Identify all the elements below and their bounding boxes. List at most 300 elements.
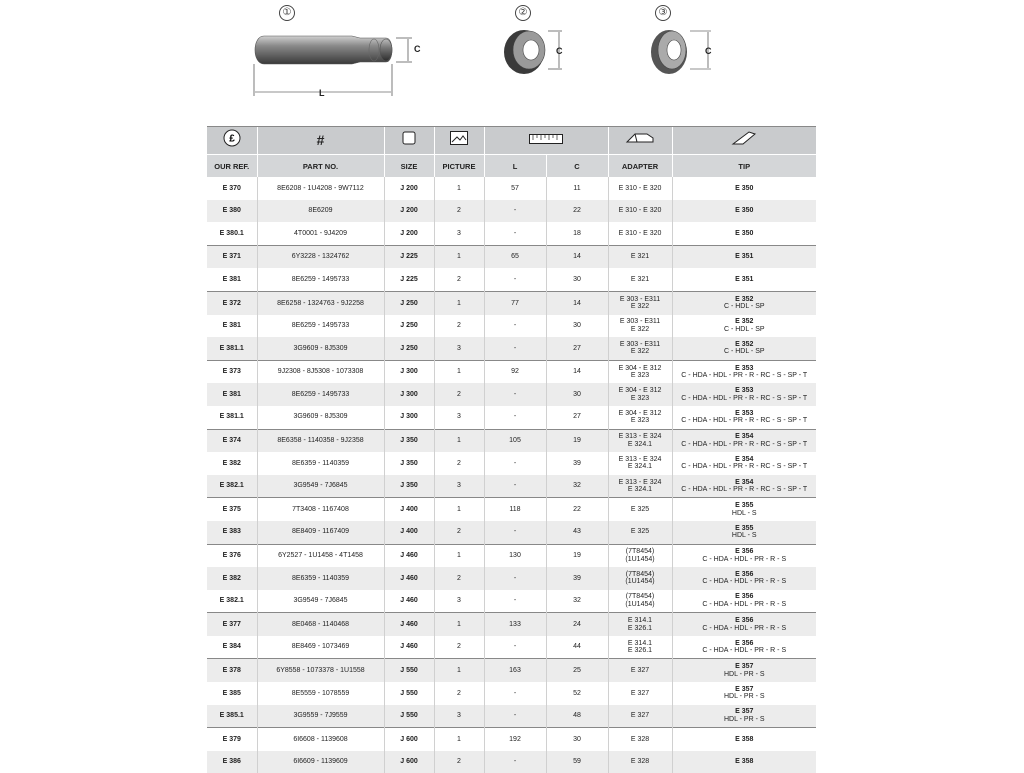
cell-tip: [672, 360, 816, 383]
table-row: [207, 337, 816, 360]
cell-picture: 2: [434, 268, 484, 291]
cell-picture: 1: [434, 429, 484, 452]
tip-ref: E 358: [735, 735, 754, 743]
cell-picture: 2: [434, 521, 484, 544]
cell-part-no: 8E8409 - 1167409: [257, 521, 384, 544]
cell-our-ref: E 385.1: [207, 705, 257, 728]
cell-adapter: (7T8454) (1U1454): [608, 544, 672, 567]
cell-tip: [672, 728, 816, 751]
tip-icon: [731, 130, 757, 151]
tip-ref: E 350: [735, 184, 754, 192]
cell-tip: [672, 590, 816, 613]
cell-adapter: E 314.1 E 326.1: [608, 613, 672, 636]
cell-tip: [672, 567, 816, 590]
cell-c: 14: [546, 245, 608, 268]
cell-picture: 2: [434, 636, 484, 659]
retainer-drawing: [500, 0, 580, 110]
cell-our-ref: E 380: [207, 200, 257, 223]
tip-ref: E 352: [735, 340, 754, 348]
col-header-our-ref: OUR REF.: [207, 155, 257, 178]
cell-adapter: E 313 - E 324 E 324.1: [608, 452, 672, 475]
cell-size: J 225: [384, 268, 434, 291]
tip-ref: E 355: [735, 524, 754, 532]
cell-part-no: 8E8469 - 1073469: [257, 636, 384, 659]
col-header-c: C: [546, 155, 608, 178]
cell-c: 30: [546, 315, 608, 338]
cell-picture: 2: [434, 383, 484, 406]
cell-l: -: [484, 567, 546, 590]
cell-tip: [672, 268, 816, 291]
cell-l: 192: [484, 728, 546, 751]
cell-size: J 350: [384, 475, 434, 498]
cell-tip: [672, 452, 816, 475]
dim-c-label: C: [414, 44, 421, 54]
cell-part-no: 3G9609 - 8J5309: [257, 406, 384, 429]
cell-size: J 460: [384, 613, 434, 636]
cell-our-ref: E 382: [207, 567, 257, 590]
cell-part-no: 8E6358 - 1140358 - 9J2358: [257, 429, 384, 452]
tip-ref: E 352: [735, 295, 754, 303]
cell-l: -: [484, 406, 546, 429]
cell-tip: [672, 613, 816, 636]
cell-part-no: 8E6359 - 1140359: [257, 567, 384, 590]
pin-drawing: [240, 0, 430, 110]
cell-adapter: E 327: [608, 682, 672, 705]
col-header-size: SIZE: [384, 155, 434, 178]
cell-our-ref: E 382.1: [219, 597, 244, 605]
cell-adapter: E 304 - E 312 E 323: [608, 406, 672, 429]
cell-adapter: E 328: [608, 751, 672, 773]
table-row: [207, 590, 816, 613]
cell-our-ref: E 375: [207, 498, 257, 521]
figure-3-number: ③: [655, 5, 671, 21]
cell-c: 25: [546, 659, 608, 682]
cell-part-no: 3G9549 - 7J6845: [257, 475, 384, 498]
cell-tip: [672, 475, 816, 498]
tip-ref: E 357: [735, 663, 754, 671]
tip-ref: E 351: [735, 253, 754, 261]
table-row: [207, 613, 816, 636]
cell-our-ref: E 381.1: [207, 337, 257, 360]
col-header-picture: PICTURE: [434, 155, 484, 178]
cell-size: J 225: [384, 245, 434, 268]
header-icon-tip: [672, 127, 816, 155]
cell-size: J 550: [384, 705, 434, 728]
cell-our-ref: E 376: [207, 544, 257, 567]
cell-size: J 200: [384, 177, 434, 200]
tip-ref: E 358: [735, 758, 754, 766]
table-row: [207, 544, 816, 567]
cell-picture: 3: [434, 222, 484, 245]
tip-variants: C - HDA - HDL - PR - R - RC - S - SP - T: [681, 463, 808, 471]
cell-part-no: 8E6209: [257, 200, 384, 223]
cell-l: -: [484, 222, 546, 245]
parts-table: [207, 127, 816, 773]
cell-c: 44: [546, 636, 608, 659]
pound-circle-icon: [223, 129, 241, 152]
cell-l: -: [484, 636, 546, 659]
cell-part-no: 4T0001 - 9J4209: [257, 222, 384, 245]
cell-l: 133: [484, 613, 546, 636]
cell-picture: 3: [434, 337, 484, 360]
cell-l: -: [484, 383, 546, 406]
cell-size: J 250: [384, 337, 434, 360]
cell-tip: [672, 291, 816, 314]
dim-l-label: L: [319, 88, 325, 98]
table-row: [207, 291, 816, 314]
cell-adapter: E 310 - E 320: [608, 177, 672, 200]
tip-variants: C - HDA - HDL - PR - R - S: [702, 624, 787, 632]
cell-l: -: [484, 521, 546, 544]
cell-l: -: [484, 315, 546, 338]
tip-variants: C - HDA - HDL - PR - R - RC - S - SP - T: [681, 440, 808, 448]
cell-part-no: 7T3408 - 1167408: [257, 498, 384, 521]
cell-our-ref: E 384: [222, 643, 241, 651]
cell-adapter: (7T8454) (1U1454): [608, 567, 672, 590]
cell-our-ref: E 379: [207, 728, 257, 751]
tip-ref: E 353: [735, 409, 754, 417]
cell-size: J 300: [384, 383, 434, 406]
cell-part-no: 6I6609 - 1139609: [257, 751, 384, 773]
cell-size: J 460: [384, 636, 434, 659]
tip-variants: C - HDA - HDL - PR - R - RC - S - SP - T: [681, 486, 808, 494]
cell-l: 92: [484, 360, 546, 383]
cell-adapter: E 327: [608, 705, 672, 728]
cell-our-ref: E 370: [222, 184, 241, 192]
tip-variants: C - HDA - HDL - PR - R - S: [702, 555, 787, 563]
figure-1-number: ①: [279, 5, 295, 21]
cell-c: 32: [546, 475, 608, 498]
cell-c: 27: [546, 337, 608, 360]
tip-ref: E 353: [735, 364, 754, 372]
table-row: [207, 222, 816, 245]
cell-l: -: [484, 200, 546, 223]
cell-size: J 600: [384, 728, 434, 751]
cell-tip: [672, 705, 816, 728]
cell-size: J 200: [384, 200, 434, 223]
cell-our-ref: E 381.1: [219, 413, 244, 421]
cell-part-no: 8E6259 - 1495733: [257, 383, 384, 406]
table-row: [207, 429, 816, 452]
cell-picture: 1: [434, 291, 484, 314]
cell-adapter: E 313 - E 324 E 324.1: [608, 475, 672, 498]
tip-variants: C - HDA - HDL - PR - R - S: [702, 600, 787, 608]
cell-size: J 460: [384, 544, 434, 567]
cell-tip: [672, 337, 816, 360]
cell-picture: 3: [434, 475, 484, 498]
cell-tip: [672, 245, 816, 268]
cell-adapter: E 303 - E311 E 322: [608, 291, 672, 314]
tip-ref: E 356: [735, 570, 754, 578]
cell-picture: 2: [434, 315, 484, 338]
cell-tip: [672, 544, 816, 567]
cell-our-ref: E 374: [207, 429, 257, 452]
table-row: [207, 268, 816, 291]
cell-adapter: E 325: [608, 521, 672, 544]
col-header-part-no: PART NO.: [257, 155, 384, 178]
tip-ref: E 356: [735, 548, 754, 556]
cell-adapter: E 310 - E 320: [608, 200, 672, 223]
cell-our-ref: E 385: [222, 689, 241, 697]
tip-variants: C - HDA - HDL - PR - R - RC - S - SP - T: [681, 417, 808, 425]
cell-c: 11: [546, 177, 608, 200]
cell-part-no: 8E6259 - 1495733: [257, 315, 384, 338]
cell-l: 77: [484, 291, 546, 314]
cell-c: 14: [546, 291, 608, 314]
table-row: [207, 245, 816, 268]
adapter-icon: [625, 130, 655, 151]
cell-l: 65: [484, 245, 546, 268]
cell-l: 105: [484, 429, 546, 452]
tip-variants: HDL - PR - S: [723, 670, 765, 678]
cell-l: 57: [484, 177, 546, 200]
figure-3: [645, 0, 725, 110]
cell-l: -: [484, 705, 546, 728]
cell-size: J 250: [384, 291, 434, 314]
cell-picture: 2: [434, 567, 484, 590]
cell-picture: 3: [434, 705, 484, 728]
cell-picture: 1: [434, 245, 484, 268]
tip-ref: E 351: [735, 275, 754, 283]
table-row: [207, 498, 816, 521]
cell-tip: [672, 406, 816, 429]
svg-text:£: £: [228, 133, 235, 145]
cell-size: J 300: [384, 360, 434, 383]
cell-picture: 3: [434, 590, 484, 613]
tip-variants: C - HDL - SP: [723, 325, 765, 333]
cell-part-no: 3G9609 - 8J5309: [257, 337, 384, 360]
figure-2: [500, 0, 580, 110]
cell-tip: [672, 636, 816, 659]
tip-variants: HDL - S: [731, 532, 757, 540]
cell-part-no: 6Y8558 - 1073378 - 1U1558: [257, 659, 384, 682]
cell-size: J 350: [384, 429, 434, 452]
cell-part-no: 8E6359 - 1140359: [257, 452, 384, 475]
cell-adapter: (7T8454) (1U1454): [608, 590, 672, 613]
cell-part-no: 9J2308 - 8J5308 - 1073308: [257, 360, 384, 383]
cell-c: 14: [546, 360, 608, 383]
cell-size: J 460: [384, 567, 434, 590]
cell-l: -: [484, 268, 546, 291]
cell-c: 24: [546, 613, 608, 636]
cell-adapter: E 314.1 E 326.1: [608, 636, 672, 659]
cell-part-no: 8E6259 - 1495733: [257, 268, 384, 291]
cell-our-ref: E 381: [222, 275, 241, 283]
cell-c: 27: [546, 406, 608, 429]
tip-variants: HDL - PR - S: [723, 715, 765, 723]
cell-our-ref: E 371: [207, 245, 257, 268]
cell-tip: [672, 521, 816, 544]
table-row: [207, 659, 816, 682]
cell-l: 163: [484, 659, 546, 682]
square-icon: [402, 131, 416, 150]
cell-c: 22: [546, 498, 608, 521]
cell-l: -: [484, 682, 546, 705]
tip-ref: E 356: [735, 593, 754, 601]
table-row: [207, 360, 816, 383]
cell-picture: 1: [434, 498, 484, 521]
cell-our-ref: E 381: [222, 322, 241, 330]
cell-picture: 1: [434, 544, 484, 567]
tip-ref: E 354: [735, 455, 754, 463]
retainer-drawing: [645, 0, 725, 110]
tip-variants: C - HDA - HDL - PR - R - RC - S - SP - T: [681, 394, 808, 402]
tip-ref: E 357: [735, 685, 754, 693]
tip-variants: C - HDA - HDL - PR - R - RC - S - SP - T: [681, 372, 808, 380]
cell-our-ref: E 381: [207, 383, 257, 406]
cell-l: 130: [484, 544, 546, 567]
dim-c-label: C: [705, 46, 712, 56]
cell-adapter: E 304 - E 312 E 323: [608, 360, 672, 383]
cell-picture: 3: [434, 406, 484, 429]
cell-l: 118: [484, 498, 546, 521]
tip-ref: E 356: [735, 639, 754, 647]
cell-size: J 600: [384, 751, 434, 773]
cell-our-ref: E 382: [222, 459, 241, 467]
cell-picture: 1: [434, 659, 484, 682]
cell-c: 39: [546, 567, 608, 590]
header-icon-ourref: [207, 127, 257, 155]
tip-variants: C - HDA - HDL - PR - R - S: [702, 578, 787, 586]
cell-c: 43: [546, 521, 608, 544]
table-row: [207, 177, 816, 200]
cell-part-no: 6I6608 - 1139608: [257, 728, 384, 751]
table-row: [207, 383, 816, 406]
tip-ref: E 357: [735, 708, 754, 716]
cell-tip: [672, 498, 816, 521]
header-icon-partno: [257, 127, 384, 155]
cell-tip: [672, 682, 816, 705]
ruler-icon: [529, 131, 563, 149]
tip-variants: C - HDA - HDL - PR - R - S: [702, 647, 787, 655]
cell-tip: [672, 200, 816, 223]
cell-tip: [672, 383, 816, 406]
table-row: [207, 200, 816, 223]
cell-c: 30: [546, 383, 608, 406]
cell-our-ref: E 377: [207, 613, 257, 636]
cell-l: -: [484, 452, 546, 475]
cell-part-no: 8E6208 - 1U4208 - 9W7112: [257, 177, 384, 200]
cell-adapter: E 327: [608, 659, 672, 682]
cell-picture: 1: [434, 177, 484, 200]
cell-picture: 2: [434, 751, 484, 773]
cell-size: J 460: [384, 590, 434, 613]
cell-size: J 200: [384, 222, 434, 245]
cell-picture: 2: [434, 200, 484, 223]
cell-tip: [672, 659, 816, 682]
cell-size: J 400: [384, 521, 434, 544]
table-row: [207, 406, 816, 429]
cell-adapter: E 304 - E 312 E 323: [608, 383, 672, 406]
cell-l: -: [484, 590, 546, 613]
table-row: [207, 705, 816, 728]
cell-tip: [672, 222, 816, 245]
cell-size: J 550: [384, 682, 434, 705]
cell-size: J 250: [384, 315, 434, 338]
cell-c: 19: [546, 544, 608, 567]
tip-ref: E 355: [735, 502, 754, 510]
table-row: [207, 521, 816, 544]
table-row: [207, 636, 816, 659]
cell-c: 32: [546, 590, 608, 613]
cell-l: -: [484, 337, 546, 360]
cell-size: J 300: [384, 406, 434, 429]
cell-our-ref: E 380.1: [219, 229, 244, 237]
cell-size: J 350: [384, 452, 434, 475]
cell-our-ref: E 372: [207, 291, 257, 314]
cell-part-no: 8E5559 - 1078559: [257, 682, 384, 705]
cell-adapter: E 310 - E 320: [608, 222, 672, 245]
table-row: [207, 475, 816, 498]
picture-icon: [450, 131, 468, 150]
cell-tip: [672, 315, 816, 338]
cell-our-ref: E 378: [207, 659, 257, 682]
cell-c: 48: [546, 705, 608, 728]
cell-c: 18: [546, 222, 608, 245]
cell-adapter: E 321: [608, 268, 672, 291]
header-icon-dimensions: [484, 127, 608, 155]
tip-variants: C - HDL - SP: [723, 303, 765, 311]
cell-tip: [672, 177, 816, 200]
cell-our-ref: E 382.1: [207, 475, 257, 498]
col-header-tip: TIP: [672, 155, 816, 178]
cell-l: -: [484, 751, 546, 773]
cell-size: J 400: [384, 498, 434, 521]
tip-variants: HDL - PR - S: [723, 693, 765, 701]
table-row: [207, 682, 816, 705]
hash-icon: #: [316, 132, 325, 149]
cell-part-no: 3G9559 - 7J9559: [257, 705, 384, 728]
table-row: [207, 315, 816, 338]
tip-ref: E 354: [735, 478, 754, 486]
tip-variants: C - HDL - SP: [723, 348, 765, 356]
cell-our-ref: E 383: [207, 521, 257, 544]
dim-c-label: C: [556, 46, 563, 56]
cell-picture: 1: [434, 360, 484, 383]
header-icon-size: [384, 127, 434, 155]
cell-c: 59: [546, 751, 608, 773]
cell-c: 30: [546, 268, 608, 291]
cell-part-no: 6Y3228 - 1324762: [257, 245, 384, 268]
table-row: [207, 728, 816, 751]
cell-adapter: E 303 - E311 E 322: [608, 337, 672, 360]
cell-size: J 550: [384, 659, 434, 682]
cell-picture: 1: [434, 613, 484, 636]
cell-c: 30: [546, 728, 608, 751]
cell-tip: [672, 751, 816, 773]
cell-our-ref: E 386: [207, 751, 257, 773]
tip-ref: E 353: [735, 387, 754, 395]
table-row: [207, 567, 816, 590]
cell-c: 22: [546, 200, 608, 223]
header-icon-adapter: [608, 127, 672, 155]
cell-adapter: E 328: [608, 728, 672, 751]
tip-variants: HDL - S: [731, 509, 757, 517]
table-row: [207, 452, 816, 475]
cell-adapter: E 313 - E 324 E 324.1: [608, 429, 672, 452]
cell-picture: 1: [434, 728, 484, 751]
tip-ref: E 356: [735, 617, 754, 625]
header-icon-picture: [434, 127, 484, 155]
tip-ref: E 354: [735, 433, 754, 441]
tip-ref: E 350: [735, 207, 754, 215]
cell-c: 52: [546, 682, 608, 705]
cell-adapter: E 303 - E311 E 322: [608, 315, 672, 338]
cell-part-no: 6Y2527 - 1U1458 - 4T1458: [257, 544, 384, 567]
cell-adapter: E 321: [608, 245, 672, 268]
figure-1: [240, 0, 430, 110]
cell-adapter: E 325: [608, 498, 672, 521]
